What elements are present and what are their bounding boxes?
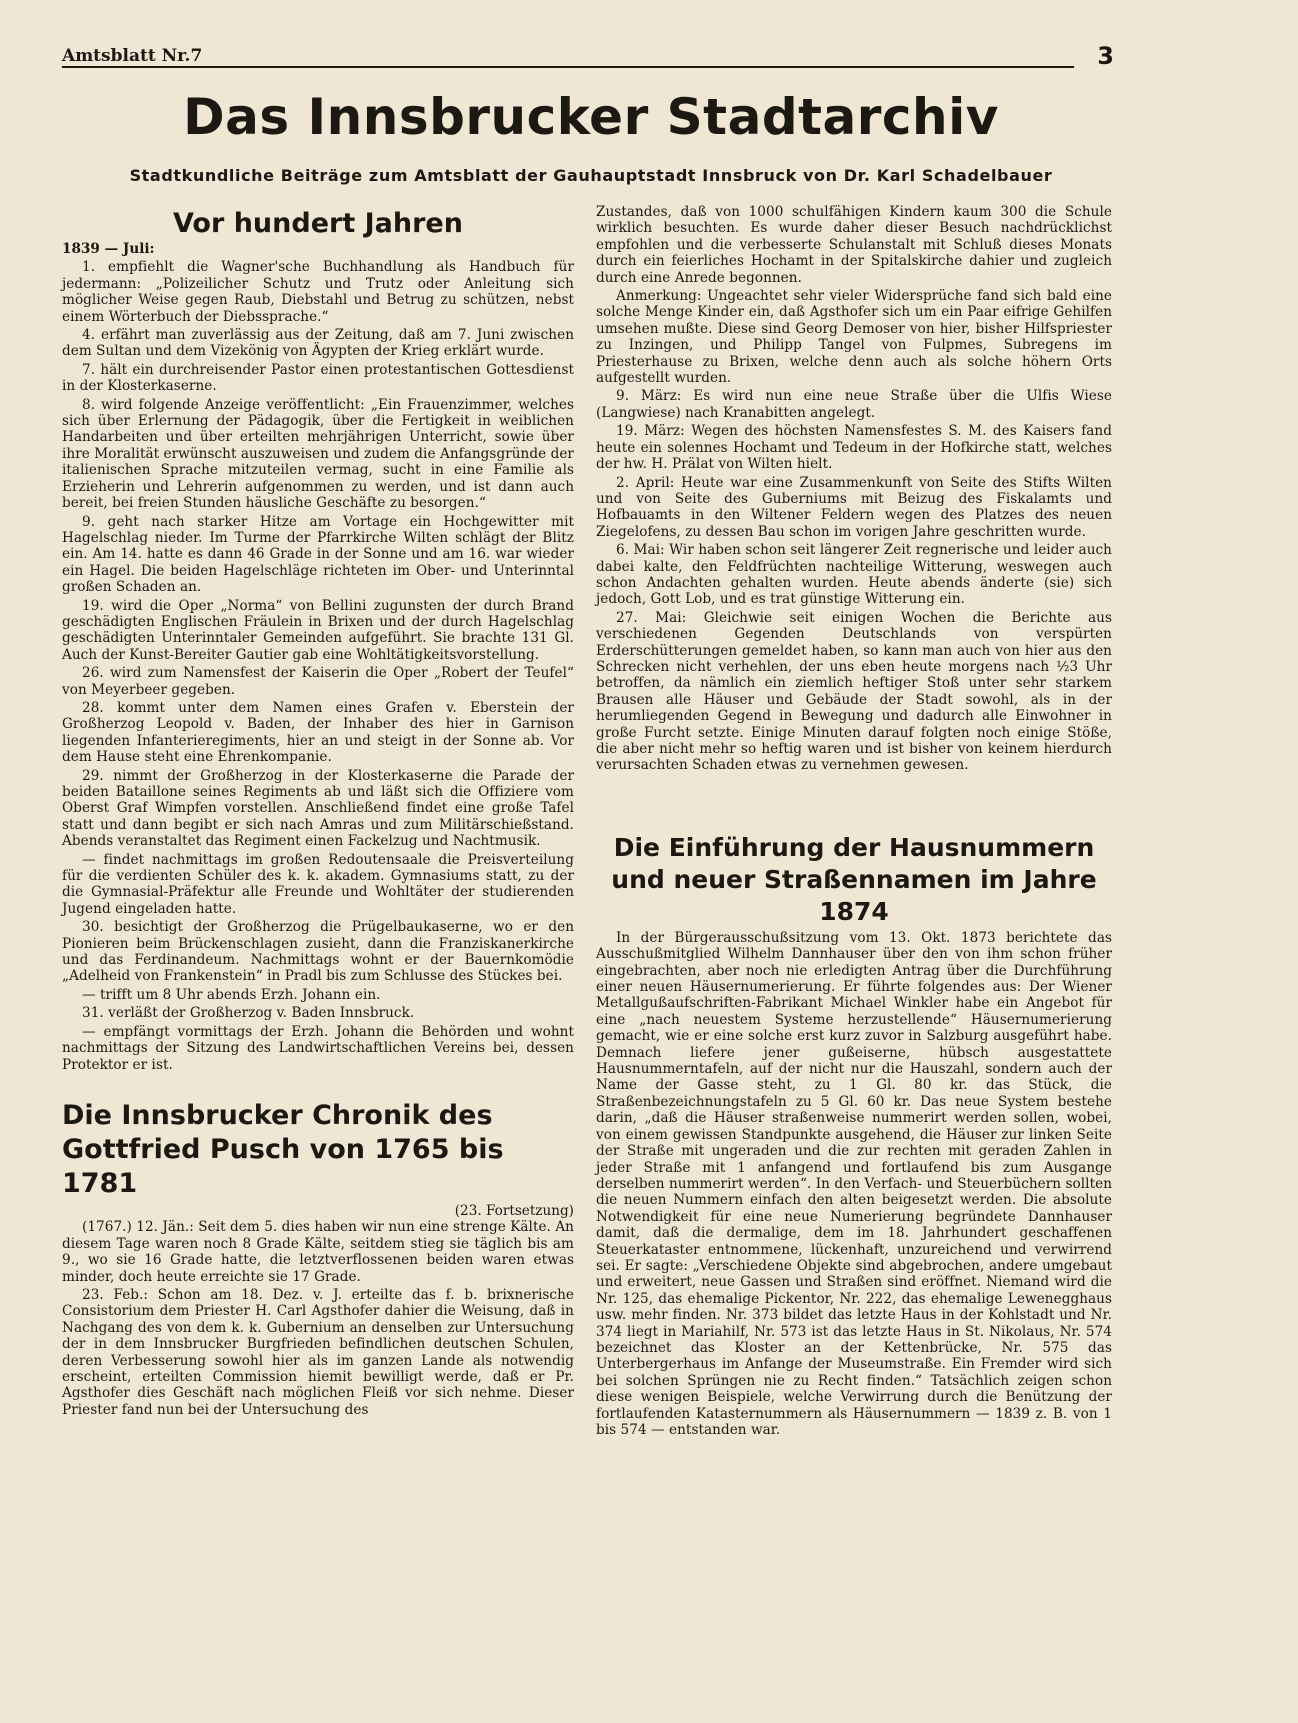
entry-paragraph: (1767.) 12. Jän.: Seit dem 5. dies haben wir nun eine strenge Kälte. An diesem Tage waren noch 8 Grade Kälte, seitdem stieg sie täglich bis am 9., wo sie 16 Grade hatte, die letztverflossenen beiden waren etwas minder, doch heute erreichte sie 17 Grade. bbox=[62, 1219, 574, 1285]
entry-paragraph: 23. Feb.: Schon am 18. Dez. v. J. erteilte das f. b. brixnerische Consistorium dem Priester H. Carl Agsthofer dahier die Weisung, daß in Nachgang des von dem k. k. Gubernium an denselben zur Untersuchung der in dem Innsbrucker Burgfrieden befindlichen deutschen Schulen, deren Verbesserung sowohl hier als im ganzen Lande als notwendig erscheint, erteilten Commission hiemit bewilligt werde, daß er Pr. Agsthofer dies Geschäft nach möglichen Fleiß vor sich nehme. Dieser Priester fand nun bei der Untersuchung des bbox=[62, 1286, 574, 1418]
entry-paragraph: In der Bürgerausschußsitzung vom 13. Okt. 1873 berichtete das Ausschußmitglied Wilhelm Dannhauser über den von ihm schon früher eingebrachten, aber noch nie erledigten Antrag über die Durchführung einer neuen Häusernumerierung. Er führte folgendes aus: Der Wiener Metallgußaufschriften-Fabrikant Michael Winkler habe ein Angebot für eine „nach neuestem Systeme herzustellende“ Häusernumerierung gemacht, wie er eine solche erst kurz zuvor in Salzburg ausgeführt habe. Demnach liefere jener gußeiserne, hübsch ausgestattete Hausnummerntafeln, auf der nicht nur die Hauszahl, sondern auch der Name der Gasse steht, zu 1 Gl. 80 kr. das Stück, die Straßenbezeichnungstafeln zu 5 Gl. 60 kr. Das neue System bestehe darin, „daß die Häuser straßenweise nummerirt werden sollen, wobei, von einem gewissen Standpunkte ausgehend, die Häuser zur linken Seite der Straße mit ungeraden und die zur rechten mit geraden Zahlen in jeder Straße mit 1 anfangend und fortlaufend bis zum Ausgange derselben nummerirt werden“. In den Verfach- und Steuerbüchern sollten die neuen Nummern einfach den alten beigesetzt werden. Die absolute Notwendigkeit für eine neue Numerierung begründete Dannhauser damit, daß die dermalige, dem im 18. Jahrhundert geschaffenen Steuerkataster entnommene, lückenhaft, unzureichend und verwirrend sei. Er sagte: „Verschiedene Objekte sind abgebrochen, andere umgebaut und erweitert, neue Gassen und Straßen sind eröffnet. Niemand wird die Nr. 125, das ehemalige Pickentor, Nr. 222, das ehemalige Lewenegghaus usw. mehr finden. Nr. 373 bildet das letzte Haus in der Kohlstadt und Nr. 374 liegt in Mariahilf, Nr. 573 ist das letzte Haus in St. Nikolaus, Nr. 574 bezeichnet das Kloster an der Kettenbrücke, Nr. 575 das Unterbergerhaus im Anfange der Museumstraße. Ein Fremder wird sich bei solchen Sprüngen nie zu Recht finden.“ Tatsächlich zeigen schon diese wenigen Beispiele, welche Verwirrung durch die Benützung der fortlaufenden Katasternummern als Häusernummern — 1839 z. B. von 1 bis 574 — entstanden war. bbox=[596, 929, 1112, 1438]
entry-paragraph: 26. wird zum Namensfest der Kaiserin die Oper „Robert der Teufel“ von Meyerbeer gegeben. bbox=[62, 665, 574, 698]
page-subtitle: Stadtkundliche Beiträge zum Amtsblatt der Gauhauptstadt Innsbruck von Dr. Karl Schadelbauer bbox=[129, 166, 1053, 185]
right-column bbox=[596, 204, 1112, 1438]
date-heading: 1839 — Juli: bbox=[62, 241, 155, 257]
header-rule bbox=[62, 66, 1074, 68]
running-header bbox=[62, 42, 1114, 72]
entry-paragraph: 2. April: Heute war eine Zusammenkunft von Seite des Stifts Wilten und von Seite des Guberniums mit Beizug des Fiskalamts und Hofbauamts in den Wiltener Feldern wegen des Platzes des neuen Ziegelofens, zu dessen Bau schon im vorigen Jahre geschritten wurde. bbox=[596, 474, 1112, 540]
entry-paragraph: 9. März: Es wird nun eine neue Straße über die Ulfis Wiese (Langwiese) nach Kranabitten angelegt. bbox=[596, 388, 1112, 421]
continuation-note: (23. Fortsetzung) bbox=[454, 1202, 574, 1219]
section-title-line: Die Einführung der Hausnummern bbox=[613, 832, 1095, 862]
entry-paragraph: 30. besichtigt der Großherzog die Prügelbaukaserne, wo er den Pionieren beim Brückenschlagen zusieht, dann die Franziskanerkirche und das Ferdinandeum. Nachmittags wohnt er der Bauernkomödie „Adelheid von Frankenstein“ in Pradl bis zum Schlusse des Stückes bei. bbox=[62, 919, 574, 985]
section-title-vor-hundert-jahren: Vor hundert Jahren bbox=[173, 208, 463, 239]
entry-paragraph: 8. wird folgende Anzeige veröffentlicht: „Ein Frauenzimmer, welches sich über Erlernung der Pädagogik, über die Fertigkeit in weiblichen Handarbeiten und über erteilten mehrjährigen Unterricht, sowie über ihre Moralität erwünscht auszuweisen und zudem die Anfangsgründe der italienischen Sprache mitzuteilen vermag, sucht in eine Familie als Erzieherin und Lehrerin aufgenommen zu werden, und ist dann auch bereit, bei freien Stunden häusliche Geschäfte zu besorgen.“ bbox=[62, 396, 574, 512]
entry-paragraph: Anmerkung: Ungeachtet sehr vieler Widersprüche fand sich bald eine solche Menge Kinder ein, daß Agsthofer sich um ein Paar eifrige Gehilfen umsehen mußte. Diese sind Georg Demoser von hier, bisher Hilfspriester zu Inzingen, und Philipp Tangel von Fulpmes, Subregens im Priesterhause zu Brixen, welche denn auch als solche höhern Orts aufgestellt wurden. bbox=[596, 288, 1112, 387]
entry-paragraph: 31. verläßt der Großherzog v. Baden Innsbruck. bbox=[82, 1005, 415, 1022]
entry-paragraph: 4. erfährt man zuverlässig aus der Zeitung, daß am 7. Juni zwischen dem Sultan und dem Vizekönig von Ägypten der Krieg erklärt wurde. bbox=[62, 327, 574, 360]
section-title-line: und neuer Straßennamen im Jahre 1874 bbox=[611, 864, 1097, 926]
entry-paragraph: 1. empfiehlt die Wagner'sche Buchhandlung als Handbuch für jedermann: „Polizeilicher Schutz und Trutz oder Anleitung sich möglicher Weise gegen Raub, Diebstahl und Betrug zu schützen, nebst einem Wörterbuch der Diebssprache.“ bbox=[62, 259, 574, 325]
entry-paragraph: — trifft um 8 Uhr abends Erzh. Johann ein. bbox=[82, 986, 381, 1003]
entry-paragraph: — empfängt vormittags der Erzh. Johann die Behörden und wohnt nachmittags der Sitzung des Landwirtschaftlichen Vereins bei, dessen Protektor er ist. bbox=[62, 1023, 574, 1073]
page-number: 3 bbox=[1097, 42, 1114, 70]
header-label: Amtsblatt Nr.7 bbox=[62, 46, 210, 66]
page-title: Das Innsbrucker Stadtarchiv bbox=[183, 88, 999, 146]
section-title-hausnummern bbox=[596, 832, 1112, 928]
entry-paragraph: 9. geht nach starker Hitze am Vortage ein Hochgewitter mit Hagelschlag nieder. Im Turme der Pfarrkirche Wilten schlägt der Blitz ein. Am 14. hatte es dann 46 Grade in der Sonne und am 16. war wieder ein Hagel. Die beiden Hagelschläge richteten im Ober- und Unterinntal großen Schaden an. bbox=[62, 513, 574, 596]
left-column bbox=[62, 204, 574, 1418]
entry-paragraph: 29. nimmt der Großherzog in der Klosterkaserne die Parade der beiden Bataillone seines Regiments ab und läßt sich die Offiziere vom Oberst Graf Wimpfen vorstellen. Anschließend findet eine große Tafel statt und dann begibt er sich nach Amras und zum Militärschießstand. Abends veranstaltet das Regiment einen Fackelzug und Nachtmusik. bbox=[62, 767, 574, 850]
entry-paragraph: 6. Mai: Wir haben schon seit längerer Zeit regnerische und leider auch dabei kalte, den Feldfrüchten nachteilige Witterung, weswegen auch schon Andachten gehalten wurden. Heute abends änderte (sie) sich jedoch, Gott Lob, und es trat günstige Witterung ein. bbox=[596, 542, 1112, 608]
entry-paragraph: Zustandes, daß von 1000 schulfähigen Kindern kaum 300 die Schule wirklich besuchten. Es wurde daher dieser Besuch nachdrücklichst empfohlen und die verbesserte Schulanstalt mit Schluß dieses Monats durch ein feierliches Hochamt in der Spitalskirche dahier und zugleich durch eine Anrede begonnen. bbox=[596, 204, 1112, 286]
entry-paragraph: 19. wird die Oper „Norma“ von Bellini zugunsten der durch Brand geschädigten Englischen Fräulein in Brixen und der durch Hagelschlag geschädigten Unterinntaler Gemeinden aufgeführt. Sie brachte 131 Gl. Auch der Kunst-Bereiter Gautier gab eine Wohltätigkeitsvorstellung. bbox=[62, 597, 574, 663]
section-title-line: Gottfried Pusch von 1765 bis 1781 bbox=[62, 1133, 504, 1199]
entry-paragraph: 28. kommt unter dem Namen eines Grafen v. Eberstein der Großherzog Leopold v. Baden, der Inhaber des hier in Garnison liegenden Infanterieregiments, hier an und steigt in der Sonne ab. Vor dem Hause steht eine Ehrenkompanie. bbox=[62, 699, 574, 766]
entry-paragraph: — findet nachmittags im großen Redoutensaale die Preisverteilung für die verdienten Schüler des k. k. akadem. Gymnasiums statt, zu der die Gymnasial-Präfektur alle Freunde und Wohltäter der studierenden Jugend eingeladen hatte. bbox=[62, 851, 574, 917]
entry-paragraph: 27. Mai: Gleichwie seit einigen Wochen die Berichte aus verschiedenen Gegenden Deutschlands von verspürten Erderschütterungen gemeldet haben, so kann man auch von hier aus den Schrecken nicht verhehlen, der uns eben heute morgens nach ½3 Uhr betroffen, da nämlich ein ziemlich heftiger Stoß unter sehr starkem Brausen alle Häuser und Gebäude der Stadt sowohl, als in der herumliegenden Gegend in Bewegung und dadurch alle Einwohner in große Furcht setzte. Einige Minuten darauf folgten noch einige Stöße, die aber nicht mehr so heftig waren und ist bisher von keinem hierdurch verursachten Schaden etwas zu vernehmen gewesen. bbox=[596, 609, 1112, 774]
section-title-chronik bbox=[62, 1099, 574, 1201]
entry-paragraph: 7. hält ein durchreisender Pastor einen protestantischen Gottesdienst in der Klosterkaserne. bbox=[62, 361, 574, 395]
section-title-line: Die Innsbrucker Chronik des bbox=[62, 1099, 493, 1131]
entry-paragraph: 19. März: Wegen des höchsten Namensfestes S. M. des Kaisers fand heute ein solennes Hochamt und Tedeum in der Hofkirche statt, welches der hw. H. Prälat von Wilten hielt. bbox=[596, 423, 1112, 473]
